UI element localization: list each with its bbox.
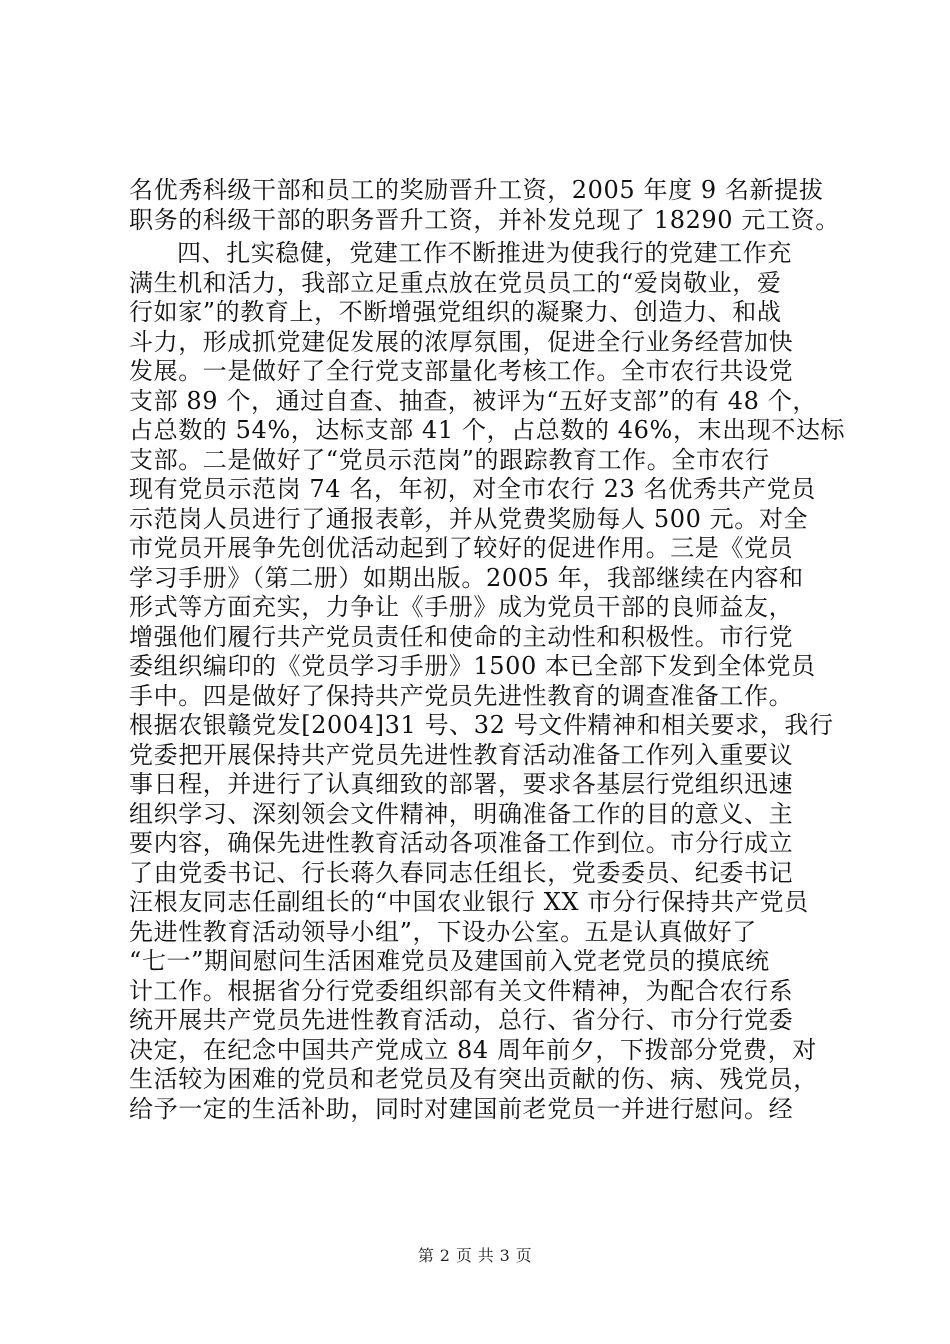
text-line: 给予一定的生活补助，同时对建国前老党员一并进行慰问。经 (129, 1094, 794, 1123)
text-line: 斗力，形成抓党建促发展的浓厚氛围，促进全行业务经营加快 (129, 327, 794, 356)
text-line: 增强他们履行共产党员责任和使命的主动性和积极性。市行党 (129, 622, 794, 651)
text-line: 市党员开展争先创优活动起到了较好的促进作用。三是《党员 (129, 534, 794, 562)
text-line: 形式等方面充实，力争让《手册》成为党员干部的良师益友， (129, 593, 794, 621)
text-line: “七一”期间慰问生活困难党员及建国前入党老党员的摸底统 (129, 947, 770, 975)
text-line: 要内容，确保先进性教育活动各项准备工作到位。市分行成立 (129, 829, 794, 857)
text-line: 满生机和活力，我部立足重点放在党员员工的“爱岗敬业，爱 (129, 268, 782, 297)
text-line: 示范岗人员进行了通报表彰，并从党费奖励每人 500 元。对全 (129, 504, 809, 533)
text-line: 手中。四是做好了保持共产党员先进性教育的调查准备工作。 (129, 681, 794, 710)
page-footer: 第 2 页 共 3 页 (417, 1246, 533, 1265)
text-line: 支部 89 个，通过自查、抽查，被评为“五好支部”的有 48 个， (129, 386, 817, 415)
text-line: 委组织编印的《党员学习手册》1500 本已全部下发到全体党员 (129, 652, 816, 680)
text-line: 行如家”的教育上，不断增强党组织的凝聚力、创造力、和战 (129, 298, 782, 326)
text-line: 党委把开展保持共产党员先进性教育活动准备工作列入重要议 (129, 740, 794, 769)
text-line: 生活较为困难的党员和老党员及有突出贡献的伤、病、残党员， (129, 1065, 818, 1093)
text-line: 事日程，并进行了认真细致的部署，要求各基层行党组织迅速 (129, 770, 794, 798)
paragraph-continued (129, 176, 840, 235)
paragraph-party-building (129, 239, 846, 1124)
text-line: 发展。一是做好了全行党支部量化考核工作。全市农行共设党 (129, 357, 794, 385)
text-line: 组织学习、深刻领会文件精神，明确准备工作的目的意义、主 (129, 799, 794, 828)
text-line: 占总数的 54%，达标支部 41 个，占总数的 46%，末出现不达标 (129, 416, 846, 444)
text-line: 支部。二是做好了“党员示范岗”的跟踪教育工作。全市农行 (129, 445, 770, 474)
text-line: 名优秀科级干部和员工的奖励晋升工资，2005 年度 9 名新提拔 (129, 176, 824, 204)
text-line: 先进性教育活动领导小组”，下设办公室。五是认真做好了 (129, 917, 757, 946)
text-line: 决定，在纪念中国共产党成立 84 周年前夕，下拨部分党费，对 (129, 1035, 817, 1064)
text-line: 了由党委书记、行长蒋久春同志任组长，党委委员、纪委书记 (129, 858, 794, 887)
text-line: 现有党员示范岗 74 名，年初，对全市农行 23 名优秀共产党员 (129, 475, 816, 503)
text-line: 统开展共产党员先进性教育活动，总行、省分行、市分行党委 (129, 1006, 794, 1034)
text-line: 计工作。根据省分行党委组织部有关文件精神，为配合农行系 (129, 976, 794, 1005)
paragraph-first-line: 四、扎实稳健，党建工作不断推进为使我行的党建工作充 (177, 239, 792, 267)
text-line: 汪根友同志任副组长的“中国农业银行 XX 市分行保持共产党员 (129, 888, 809, 916)
text-line: 职务的科级干部的职务晋升工资，并补发兑现了 18290 元工资。 (129, 205, 840, 234)
text-line: 学习手册》（第二册）如期出版。2005 年，我部继续在内容和 (129, 563, 804, 592)
text-line: 根据农银赣党发[2004]31 号、32 号文件精神和相关要求，我行 (129, 711, 834, 739)
